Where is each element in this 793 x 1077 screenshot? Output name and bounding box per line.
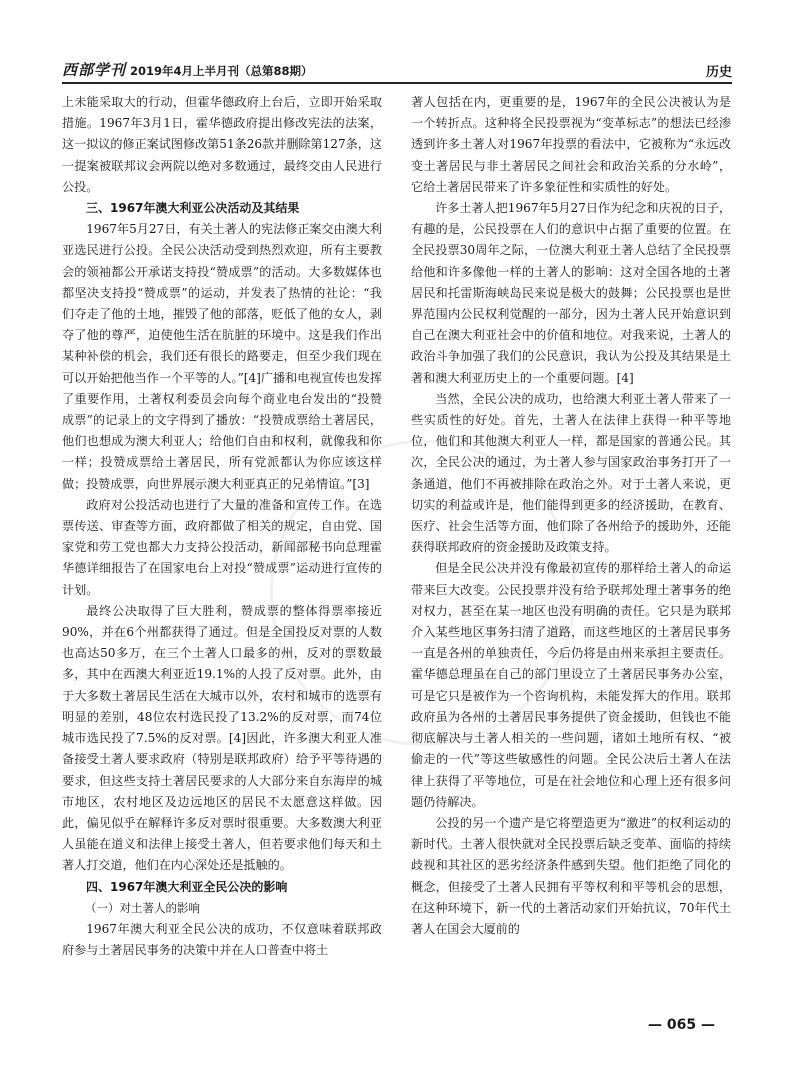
journal-name: 西部学刊 <box>62 61 127 79</box>
running-header <box>62 58 732 84</box>
page-number: — 065 — <box>648 1017 715 1033</box>
issue-info: 2019年4月上半月刊（总第88期） <box>130 64 313 78</box>
paragraph: 1967年澳大利亚全民公决的成功，不仅意味着联邦政府参与土著居民事务的决策中并在人口普查中将土 <box>62 921 382 958</box>
paragraph: 当然，全民公决的成功，也给澳大利亚土著人带来了一些实质性的好处。首先，土著人在法律上获得一种平等地位，他们和其他澳大利亚人一样，都是国家的普通公民。其次，全民公决的通过，为土著人参与国家政治事务打开了一条通道，他们不再被排除在政治之外。对于土著人来说，更切实的利益或许是，他们能得到更多的经济援助，在教育、医疗、社会生活等方面，他们除了各州给予的援助外，还能获得联邦政府的资金援助及政策支持。 <box>411 391 731 555</box>
paragraph: 政府对公投活动也进行了大量的准备和宣传工作。在选票传送、审查等方面，政府都做了相关的规定，自由党、国家党和劳工党也都大力支持公投活动，新闻部秘书向总理霍华德详细报告了在国家电台上对投“赞成票”运动进行宣传的计划。 <box>62 497 382 597</box>
paragraph: 1967年5月27日，有关土著人的宪法修正案交由澳大利亚选民进行公投。全民公决活动受到热烈欢迎，所有主要教会的领袖都公开承诺支持投“赞成票”的活动。大多数媒体也都坚决支持投“赞成票”的运动，并发表了热情的社论：“我们夺走了他的土地，摧毁了他的部落，贬低了他的女人，剥夺了他的尊严，迫使他生活在肮脏的环境中。这是我们作出某种补偿的机会，我们还有很长的路要走，但至少我们现在可以开始把他当作一个平等的人。”[4]广播和电视宣传也发挥了重要作用，土著权利委员会向每个商业电台发出的“投赞成票”的记录上的文字得到了播放：“投赞成票给土著居民，他们也想成为澳大利亚人；给他们自由和权利，就像我和你一样；投赞成票给土著居民，所有党派都认为你应该这样做；投赞成票，向世界展示澳大利亚真正的兄弟情谊。”[3] <box>62 222 382 491</box>
section-name: 历史 <box>705 65 732 80</box>
left-column <box>62 92 382 961</box>
paragraph: 最终公决取得了巨大胜利，赞成票的整体得票率接近90%，并在6个州都获得了通过。但是全国投反对票的人数也高达50多万，在三个土著人口最多的州，反对的票数最多，其中在西澳大利亚近19.1%的人投了反对票。此外，由于大多数土著居民生活在大城市以外，农村和城市的选票有明显的差别，48位农村选民投了13.2%的反对票，而74位城市选民投了7.5%的反对票。[4]因此，许多澳大利亚人准备接受土著人要求政府（特别是联邦政府）给予平等待遇的要求，但这些支持土著居民要求的人大部分来自东海岸的城市地区，农村地区及边远地区的居民不太愿意这样做。因此，偏见似乎在解释许多反对票时很重要。大多数澳大利亚人虽能在道义和法律上接受土著人，但若要求他们每天和土著人打交道，他们在内心深处还是抵触的。 <box>62 603 382 873</box>
right-column <box>411 92 731 940</box>
section-heading-4: 四、1967年澳大利亚全民公决的影响 <box>86 879 288 894</box>
header-left <box>62 59 313 80</box>
subsection-heading: （一）对土著人的影响 <box>85 900 200 915</box>
section-heading-3: 三、1967年澳大利亚公决活动及其结果 <box>86 201 300 216</box>
paragraph: 上未能采取大的行动，但霍华德政府上台后，立即开始采取措施。1967年3月1日，霍华德政府提出修改宪法的法案，这一拟议的修正案试图修改第51条26款并删除第127条，这一提案被联邦议会两院以绝对多数通过，最终交由人民进行公投。 <box>62 95 382 194</box>
paragraph: 公投的另一个遗产是它将塑造更为“激进”的权利运动的新时代。土著人很快就对全民投票后缺乏变革、面临的持续歧视和其社区的恶劣经济条件感到失望。他们拒绝了同化的概念，但接受了土著人民拥有平等权利和平等机会的思想，在这种环境下，新一代的土著活动家们开始抗议，70年代土著人在国会大厦前的 <box>411 815 731 936</box>
paragraph: 著人包括在内，更重要的是，1967年的全民公决被认为是一个转折点。这种将全民投票视为“变革标志”的想法已经渗透到许多土著人对1967年投票的看法中，它被称为“永远改变土著居民与非土著居民之间社会和政治关系的分水岭”，它给土著居民带来了许多象征性和实质性的好处。 <box>411 95 731 194</box>
paragraph: 许多土著人把1967年5月27日作为纪念和庆祝的日子，有趣的是，公民投票在人们的意识中占据了重要的位置。在全民投票30周年之际，一位澳大利亚土著人总结了全民投票给他和许多像他一样的土著人的影响：这对全国各地的土著居民和托雷斯海峡岛民来说是极大的鼓舞；公民投票也是世界范围内公民权利觉醒的一部分，因为土著人民开始意识到自己在澳大利亚社会中的价值和地位。对我来说，土著人的政治斗争加强了我们的公民意识，我认为公投及其结果是土著和澳大利亚历史上的一个重要问题。[4] <box>411 201 731 385</box>
paragraph: 但是全民公决并没有像最初宣传的那样给土著人的命运带来巨大改变。公民投票并没有给予联邦处理土著事务的绝对权力，甚至在某一地区也没有明确的责任。它只是为联邦介入某些地区事务扫清了道路，而这些地区的土著居民事务一直是各州的单独责任，今后仍将是由州来承担主要责任。霍华德总理虽在自己的部门里设立了土著居民事务办公室，可是它只是被作为一个咨询机构，未能发挥大的作用。联邦政府虽为各州的土著居民事务提供了资金援助，但钱也不能彻底解决与土著人相关的一些问题，诸如土地所有权、“被偷走的一代”等这些敏感性的问题。全民公决后土著人在法律上获得了平等地位，可是在社会地位和心理上还有很多问题仍待解决。 <box>411 561 731 809</box>
